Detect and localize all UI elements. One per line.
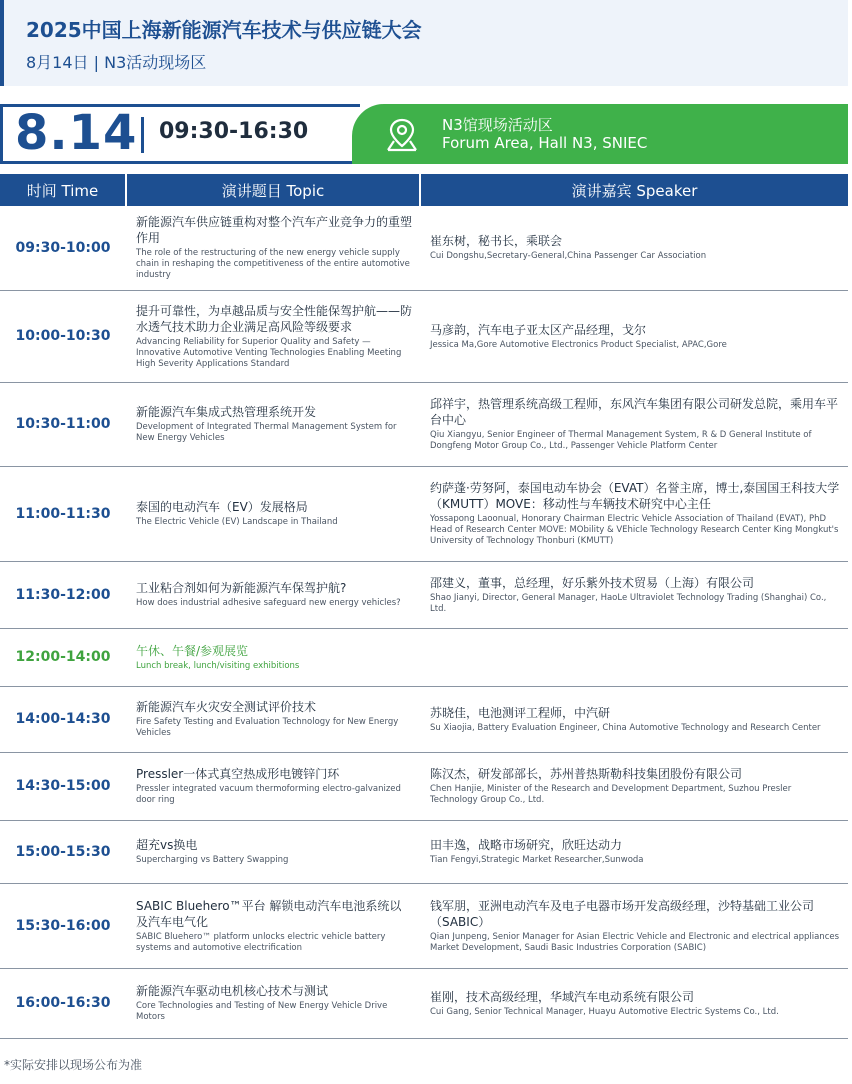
speaker-en: Tian Fengyi,Strategic Market Researcher,Sunwoda [430,855,644,865]
speaker-en: Chen Hanjie, Minister of the Research and Development Department, Suzhou Presler Technology Group Co., Ltd. [430,784,792,805]
topic-en: Lunch break, lunch/visiting exhibitions [136,660,300,671]
speaker-cn: 田丰逸，战略市场研究，欣旺达动力 [430,838,623,852]
session-time: 11:30-12:00 [0,561,126,628]
session-time: 15:30-16:00 [0,883,126,968]
topic-en: How does industrial adhesive safeguard new energy vehicles? [136,598,401,608]
topic-cn: 泰国的电动汽车（EV）发展格局 [136,500,308,514]
column-header-time: 时间 Time [0,174,126,206]
table-row [0,686,848,752]
session-time: 14:30-15:00 [0,752,126,820]
topic-en: Core Technologies and Testing of New Energy Vehicle Drive Motors [136,1001,388,1022]
topic-en: Pressler integrated vacuum thermoforming electro-galvanized door ring [136,784,401,805]
topic-en: Development of Integrated Thermal Management System for New Energy Vehicles [136,422,397,443]
session-topic [126,466,420,561]
speaker-en: Jessica Ma,Gore Automotive Electronics Product Specialist, APAC,Gore [430,339,727,350]
topic-cn: 新能源汽车火灾安全测试评价技术 [136,700,317,714]
session-topic [126,883,420,968]
date-venue-banner [0,104,848,164]
speaker-cn: 马彦韵，汽车电子亚太区产品经理，戈尔 [430,322,647,337]
topic-en: Advancing Reliability for Superior Quality and Safety — Innovative Automotive Venting Technologies Enabling Meeting High Severity Applications Standard [136,336,402,369]
session-time: 11:00-11:30 [0,466,126,561]
location-pin-icon [382,114,422,154]
page-title: 2025中国上海新能源汽车技术与供应链大会 [26,18,422,42]
speaker-cn: 苏晓佳，电池测评工程师，中汽研 [430,705,611,720]
speaker-en: Su Xiaojia, Battery Evaluation Engineer, China Automotive Technology and Research Center [430,722,821,733]
session-speaker [420,686,848,752]
topic-en: The role of the restructuring of the new energy vehicle supply chain in reshaping the competitiveness of the entire automotive industry [136,248,410,281]
session-topic [126,382,420,466]
topic-cn: SABIC Bluehero™平台 解锁电动汽车电池系统以及汽车电气化 [136,898,402,929]
session-time: 10:30-11:00 [0,382,126,466]
session-time: 12:00-14:00 [0,628,126,686]
topic-en: The Electric Vehicle (EV) Landscape in Thailand [136,517,338,527]
speaker-cn: 邵建义，董事，总经理，好乐紫外技术贸易（上海）有限公司 [430,575,755,590]
event-date: 8.14 [15,105,138,161]
session-speaker [420,820,848,883]
table-row [0,382,848,466]
session-speaker [420,466,848,561]
column-header-speaker: 演讲嘉宾 Speaker [420,174,848,206]
session-topic [126,206,420,290]
table-row [0,820,848,883]
session-speaker [420,290,848,382]
venue-name-en: Forum Area, Hall N3, SNIEC [442,134,648,152]
table-header-row [0,174,848,206]
topic-cn: 新能源汽车驱动电机核心技术与测试 [136,984,329,998]
session-speaker [420,561,848,628]
topic-cn: 工业粘合剂如何为新能源汽车保驾护航? [136,581,347,595]
session-speaker [420,883,848,968]
venue-name-cn: N3馆现场活动区 [442,116,553,134]
topic-en: Fire Safety Testing and Evaluation Technology for New Energy Vehicles [136,717,399,738]
table-row-break [0,628,848,686]
date-area [0,104,360,164]
topic-cn: 提升可靠性，为卓越品质与安全性能保驾护航——防水透气技术助力企业满足高风险等级要求 [136,303,413,334]
date-divider [141,117,144,153]
speaker-cn: 邱祥宇，热管理系统高级工程师，东风汽车集团有限公司研发总院，乘用车平台中心 [430,397,839,427]
footnote: *实际安排以现场公布为准 [4,1058,143,1072]
topic-en: SABIC Bluehero™ platform unlocks electric vehicle battery systems and automotive electrification [136,931,386,953]
session-time: 10:00-10:30 [0,290,126,382]
table-row [0,968,848,1038]
speaker-cn: 钱军朋，亚洲电动汽车及电子电器市场开发高级经理，沙特基础工业公司（SABIC） [430,898,815,929]
table-row [0,290,848,382]
session-topic [126,820,420,883]
session-topic [126,628,420,686]
session-speaker [420,382,848,466]
speaker-en: Yossapong Laoonual, Honorary Chairman Electric Vehicle Association of Thailand (EVAT), PhD Head of Research Center MOVE: MObility & VEhicle Technology Research Center King Mongkut's University of Technology Thonburi (KMUTT) [430,514,839,546]
session-time: 09:30-10:00 [0,206,126,290]
session-speaker [420,628,848,686]
session-time: 15:00-15:30 [0,820,126,883]
session-time: 14:00-14:30 [0,686,126,752]
speaker-en: Cui Dongshu,Secretary-General,China Passenger Car Association [430,251,707,262]
speaker-cn: 约萨蓬·劳努阿，泰国电动车协会（EVAT）名誉主席，博士,泰国国王科技大学（KMUTT）MOVE：移动性与车辆技术研究中心主任 [430,481,840,511]
venue-badge [352,104,848,164]
speaker-en: Qiu Xiangyu, Senior Engineer of Thermal Management System, R & D General Institute of Dongfeng Motor Group Co., Ltd., Passenger Vehicle Platform Center [430,430,812,451]
schedule-table [0,174,848,1039]
speaker-en: Shao Jianyi, Director, General Manager, HaoLe Ultraviolet Technology Trading (Shanghai) Co., Ltd. [430,592,827,614]
column-header-topic: 演讲题目 Topic [126,174,420,206]
page-subtitle: 8月14日 | N3活动现场区 [26,53,207,72]
topic-cn: 新能源汽车集成式热管理系统开发 [136,405,317,419]
topic-cn: 新能源汽车供应链重构对整个汽车产业竞争力的重塑作用 [136,215,413,246]
session-speaker [420,968,848,1038]
event-time-range: 09:30-16:30 [159,119,309,144]
page-header [0,0,848,86]
speaker-cn: 崔刚，技术高级经理，华域汽车电动系统有限公司 [430,989,695,1004]
session-topic [126,752,420,820]
session-time: 16:00-16:30 [0,968,126,1038]
session-speaker [420,206,848,290]
session-topic [126,968,420,1038]
table-row [0,466,848,561]
speaker-cn: 崔东树，秘书长，乘联会 [430,234,563,249]
session-topic [126,290,420,382]
speaker-en: Qian Junpeng, Senior Manager for Asian Electric Vehicle and Electronic and electrical appliances Market Development, Saudi Basic Industries Corporation (SABIC) [430,931,840,953]
speaker-cn: 陈汉杰，研发部部长，苏州普热斯勒科技集团股份有限公司 [430,767,743,781]
topic-cn: 午休、午餐/参观展览 [136,643,249,658]
table-row [0,883,848,968]
table-row [0,752,848,820]
speaker-en: Cui Gang, Senior Technical Manager, Huayu Automotive Electric Systems Co., Ltd. [430,1006,779,1017]
table-row [0,206,848,290]
session-topic [126,686,420,752]
table-row [0,561,848,628]
topic-cn: 超充vs换电 [136,838,198,852]
topic-en: Supercharging vs Battery Swapping [136,855,289,865]
topic-cn: Pressler一体式真空热成形电镀锌门环 [136,767,340,781]
session-speaker [420,752,848,820]
session-topic [126,561,420,628]
